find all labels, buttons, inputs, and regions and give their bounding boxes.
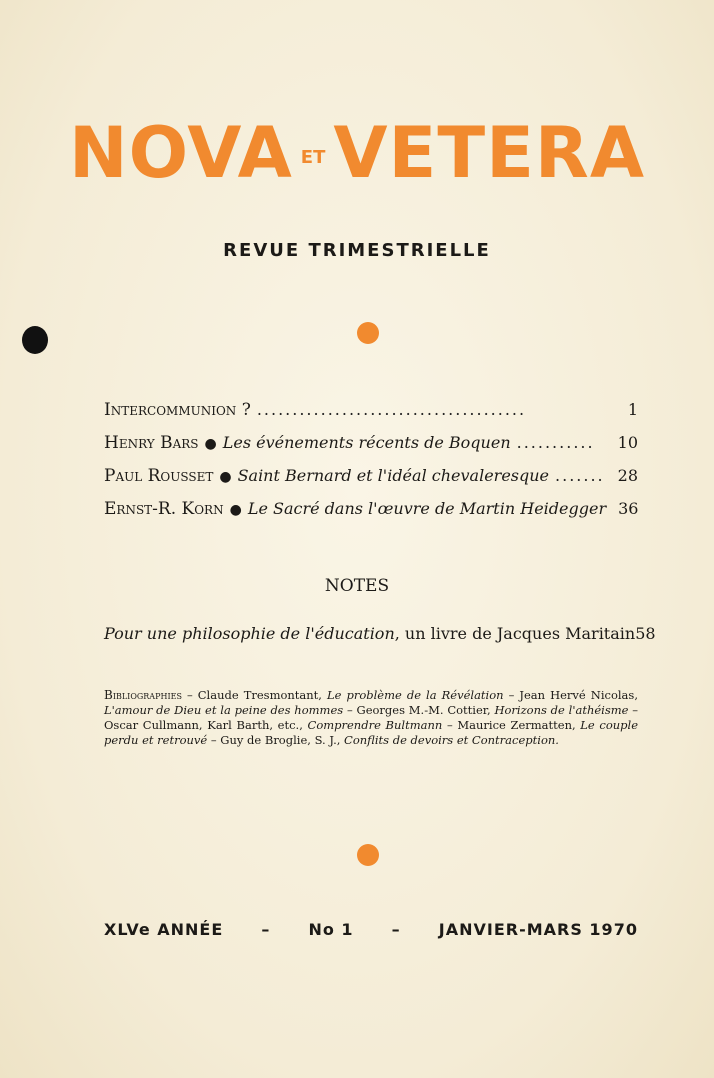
notes-page: 58 — [635, 624, 656, 643]
biblio-text: – Georges M.-M. Cottier, — [343, 703, 495, 717]
toc-author: Paul Rousset — [104, 466, 214, 486]
notes-rest: , un livre de Jacques Maritain — [394, 624, 636, 643]
biblio-lead: Bibliographies — [104, 688, 182, 702]
toc-leader: ....... — [555, 466, 605, 485]
bullet-icon: ● — [229, 502, 242, 518]
biblio-title: Horizons de l'athéisme — [494, 703, 629, 717]
bullet-icon: ● — [204, 436, 217, 452]
toc-work: Saint Bernard et l'idéal chevaleresque — [237, 466, 550, 485]
biblio-text: – Claude Tresmontant, — [181, 688, 327, 702]
table-of-contents — [104, 400, 638, 532]
toc-page: 28 — [617, 466, 638, 485]
biblio-title: Le problème de la Révélation — [327, 688, 504, 702]
footer-dash: – — [261, 920, 271, 939]
issue-number: No 1 — [308, 920, 354, 939]
toc-leader: ...................................... — [256, 400, 527, 419]
notes-entry — [104, 624, 656, 643]
notes-work: Pour une philosophie de l'éducation — [104, 624, 395, 643]
binding-hole — [22, 326, 48, 354]
journal-title — [0, 112, 714, 194]
toc-author: Henry Bars — [104, 433, 199, 453]
issue-footer — [104, 920, 638, 939]
title-et: ET — [300, 147, 326, 168]
biblio-title: L'amour de Dieu et la peine des hommes — [104, 703, 344, 717]
bibliographies — [104, 688, 638, 748]
toc-author: Ernst-R. Korn — [104, 499, 224, 519]
toc-work: Le Sacré dans l'œuvre de Martin Heidegger — [247, 499, 607, 518]
biblio-title: Conflits de devoirs et Contraception. — [344, 733, 559, 747]
orange-dot-top-icon — [357, 322, 379, 344]
toc-page: 36 — [618, 499, 639, 518]
toc-work: Les événements récents de Boquen — [222, 433, 511, 452]
toc-page: 1 — [627, 400, 638, 419]
biblio-text: – Maurice Zermatten, — [442, 718, 581, 732]
biblio-text: – Oscar Cullmann, Karl Barth, etc., — [104, 703, 639, 732]
issue-year: XLVe ANNÉE — [104, 920, 224, 939]
toc-entry — [104, 400, 638, 433]
bullet-icon: ● — [219, 469, 232, 485]
orange-dot-bottom-icon — [357, 844, 379, 866]
biblio-title: Le couple perdu et retrouvé — [104, 718, 639, 747]
biblio-text: – Jean Hervé Nicolas, — [503, 688, 638, 702]
title-nova: NOVA — [68, 112, 293, 194]
title-vetera: VETERA — [333, 112, 646, 194]
biblio-title: Comprendre Bultmann — [307, 718, 443, 732]
toc-entry — [104, 466, 638, 499]
footer-dash: – — [391, 920, 401, 939]
toc-author: Intercommunion ? — [104, 400, 251, 420]
issue-date: JANVIER-MARS 1970 — [438, 920, 638, 939]
toc-page: 10 — [617, 433, 638, 452]
toc-leader: ........... — [516, 433, 595, 452]
toc-entry — [104, 433, 638, 466]
journal-subtitle: REVUE TRIMESTRIELLE — [223, 240, 491, 261]
toc-entry — [104, 499, 638, 532]
notes-heading: NOTES — [324, 576, 390, 596]
biblio-text: – Guy de Broglie, S. J., — [207, 733, 345, 747]
